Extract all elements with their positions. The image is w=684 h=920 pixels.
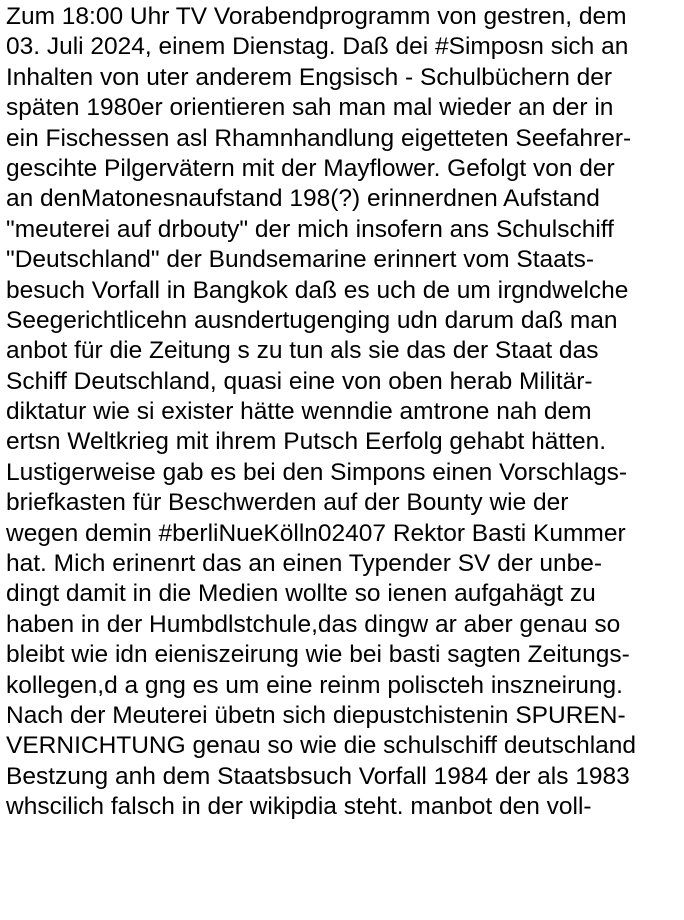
text-line-1: Zum 18:00 Uhr TV Vorabendprogramm von gestren, dem [6, 3, 627, 30]
text-line-25: VERNICHTUNG genau so wie die schulschiff deutschland [6, 732, 637, 760]
text-line-20: dingt damit in die Medien wollte so ienen aufgahägt zu [6, 580, 596, 608]
text-line-16: Lustigerweise gab es bei den Simpons einen Vorschlags- [6, 458, 628, 486]
text-line-9: "Deutschland" der Bundsemarine erinnert vom Staats- [6, 246, 594, 274]
text-line-5: ein Fischessen asl Rhamnhandlung eigetteten Seefahrer- [6, 124, 632, 152]
text-line-8: "meuterei auf drbouty" der mich insofern ans Schulschiff [6, 215, 614, 243]
text-line-24: Nach der Meuterei übetn sich diepustchistenin SPUREN- [6, 701, 626, 729]
text-line-3: Inhalten von uter anderem Engsisch - Schulbüchern der [6, 63, 613, 91]
text-line-15: ertsn Weltkrieg mit ihrem Putsch Eerfolg gehabt hätten. [6, 428, 607, 456]
text-line-23: kollegen,d a gng es um eine reinm poliscteh inszneirung. [6, 671, 623, 699]
text-line-26: Bestzung anh dem Staatsbsuch Vorfall 1984 der als 1983 [6, 762, 630, 790]
text-line-19: hat. Mich erinenrt das an einen Typender SV der unbe- [6, 550, 603, 578]
text-line-2: 03. Juli 2024, einem Dienstag. Daß dei #Simposn sich an [6, 33, 629, 61]
text-line-6: gescihte Pilgervätern mit der Mayflower. Gefolgt von der [6, 154, 615, 182]
text-line-18: wegen demin #berliNueKölln02407 Rektor Basti Kummer [6, 519, 626, 547]
text-line-22: bleibt wie idn eieniszeirung wie bei basti sagten Zeitungs- [6, 641, 630, 669]
text-line-14: diktatur wie si exister hätte wenndie amtrone nah dem [6, 398, 592, 426]
body-text [6, 2, 682, 823]
text-line-4: späten 1980er orientieren sah man mal wieder an der in [6, 94, 614, 122]
text-line-12: anbot für die Zeitung s zu tun als sie das der Staat das [6, 337, 599, 365]
text-line-10: besuch Vorfall in Bangkok daß es uch de um irgndwelche [6, 276, 629, 304]
text-line-27: whscilich falsch in der wikipdia steht. manbot den voll- [6, 793, 592, 821]
text-line-21: haben in der Humbdlstchule,das dingw ar aber genau so [6, 610, 621, 638]
text-line-17: briefkasten für Beschwerden auf der Bounty wie der [6, 489, 569, 517]
text-line-7: an denMatonesnaufstand 198(?) erinnerdnen Aufstand [6, 185, 600, 213]
text-line-11: Seegerichtlicehn ausndertugenging udn darum daß man [6, 306, 618, 334]
text-line-13: Schiff Deutschland, quasi eine von oben herab Militär- [6, 367, 593, 395]
